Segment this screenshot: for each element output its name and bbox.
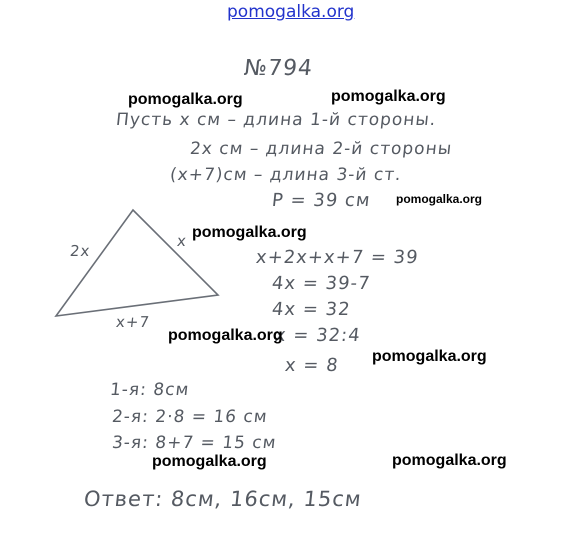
triangle-label-right: x [176, 232, 188, 250]
watermark: pomogalka.org [152, 453, 267, 470]
perimeter-line: P = 39 см [270, 190, 372, 211]
side-3-line: 3-я: 8+7 = 15 см [110, 433, 278, 453]
condition-line-3: (x+7)см – длина 3-й ст. [168, 165, 403, 185]
answer-line: Ответ: 8см, 16см, 15см [82, 487, 363, 511]
triangle-label-left: 2x [69, 242, 92, 260]
side-2-line: 2-я: 2·8 = 16 см [110, 407, 269, 427]
equation-line-1: x+2x+x+7 = 39 [254, 247, 420, 268]
side-1-line: 1-я: 8см [108, 380, 191, 400]
triangle-label-bottom: x+7 [115, 313, 151, 331]
condition-line-1: Пусть x см – длина 1-й стороны. [114, 110, 438, 130]
watermark: pomogalka.org [168, 327, 283, 344]
watermark-top-link: pomogalka.org [227, 2, 355, 22]
watermark: pomogalka.org [372, 348, 487, 365]
equation-line-4: x = 32:4 [273, 325, 362, 346]
watermark: pomogalka.org [396, 192, 483, 206]
equation-line-2: 4x = 39-7 [270, 273, 372, 294]
watermark: pomogalka.org [392, 452, 507, 469]
watermark: pomogalka.org [192, 224, 307, 241]
problem-number: №794 [242, 56, 315, 81]
equation-line-3: 4x = 32 [270, 299, 352, 320]
watermark: pomogalka.org [128, 91, 243, 108]
watermark: pomogalka.org [331, 88, 446, 105]
condition-line-2: 2x см – длина 2-й стороны [188, 139, 454, 159]
equation-line-5: x = 8 [283, 355, 340, 376]
